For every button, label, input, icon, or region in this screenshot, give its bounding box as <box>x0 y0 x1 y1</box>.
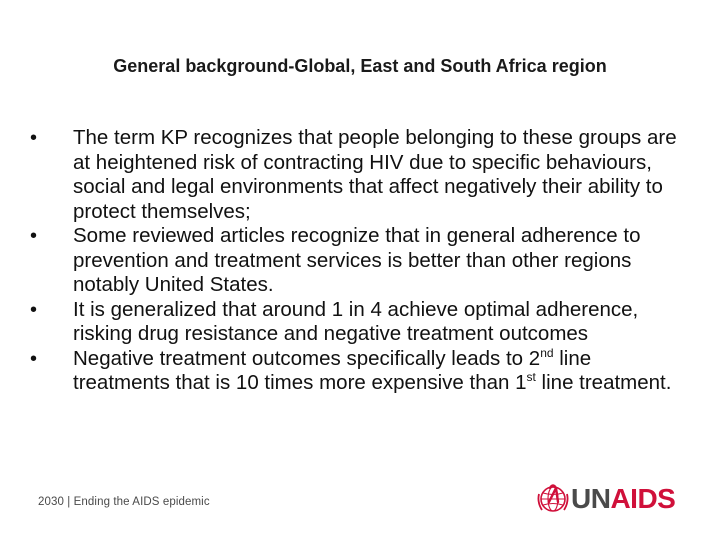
bullet-text-part: Negative treatment outcomes specifically leads to 2 <box>73 346 541 370</box>
bullet-item <box>28 298 693 347</box>
bullet-marker: • <box>30 347 38 370</box>
bullet-text: The term KP recognizes that people belonging to these groups are at heightened risk of contracting HIV due to specific behaviours, social and legal environments that affect negatively their ability to protect themselves; <box>73 126 677 223</box>
bullet-marker: • <box>30 298 38 321</box>
footer-tagline: 2030 | Ending the AIDS epidemic <box>38 496 210 508</box>
bullet-item <box>28 224 693 298</box>
bullet-marker: • <box>30 225 38 247</box>
slide-title: General background-Global, East and South Africa region <box>113 56 607 76</box>
bullet-text: It is generalized that around 1 in 4 achieve optimal adherence, risking drug resistance and negative treatment outcomes <box>73 297 639 345</box>
ordinal-suffix: nd <box>540 345 554 360</box>
bullet-text-part: line treatment. <box>535 371 672 394</box>
bullet-text-part: line treatments that is 10 times more expensive than 1 <box>73 346 592 394</box>
logo-text-aids: AIDS <box>610 483 676 514</box>
logo-text-un: UN <box>571 483 611 514</box>
ordinal-suffix: st <box>526 370 536 385</box>
bullet-item <box>28 347 693 396</box>
logo-wordmark <box>571 482 675 516</box>
bullet-marker: • <box>30 127 38 149</box>
bullet-item <box>28 126 693 224</box>
bullet-text <box>73 347 671 395</box>
un-emblem-red-ribbon-icon <box>536 482 570 516</box>
unaids-logo <box>536 482 675 516</box>
bullet-text: Some reviewed articles recognize that in general adherence to prevention and treatment services is better than other regions notably United States. <box>73 224 641 296</box>
bullet-list <box>28 126 693 396</box>
